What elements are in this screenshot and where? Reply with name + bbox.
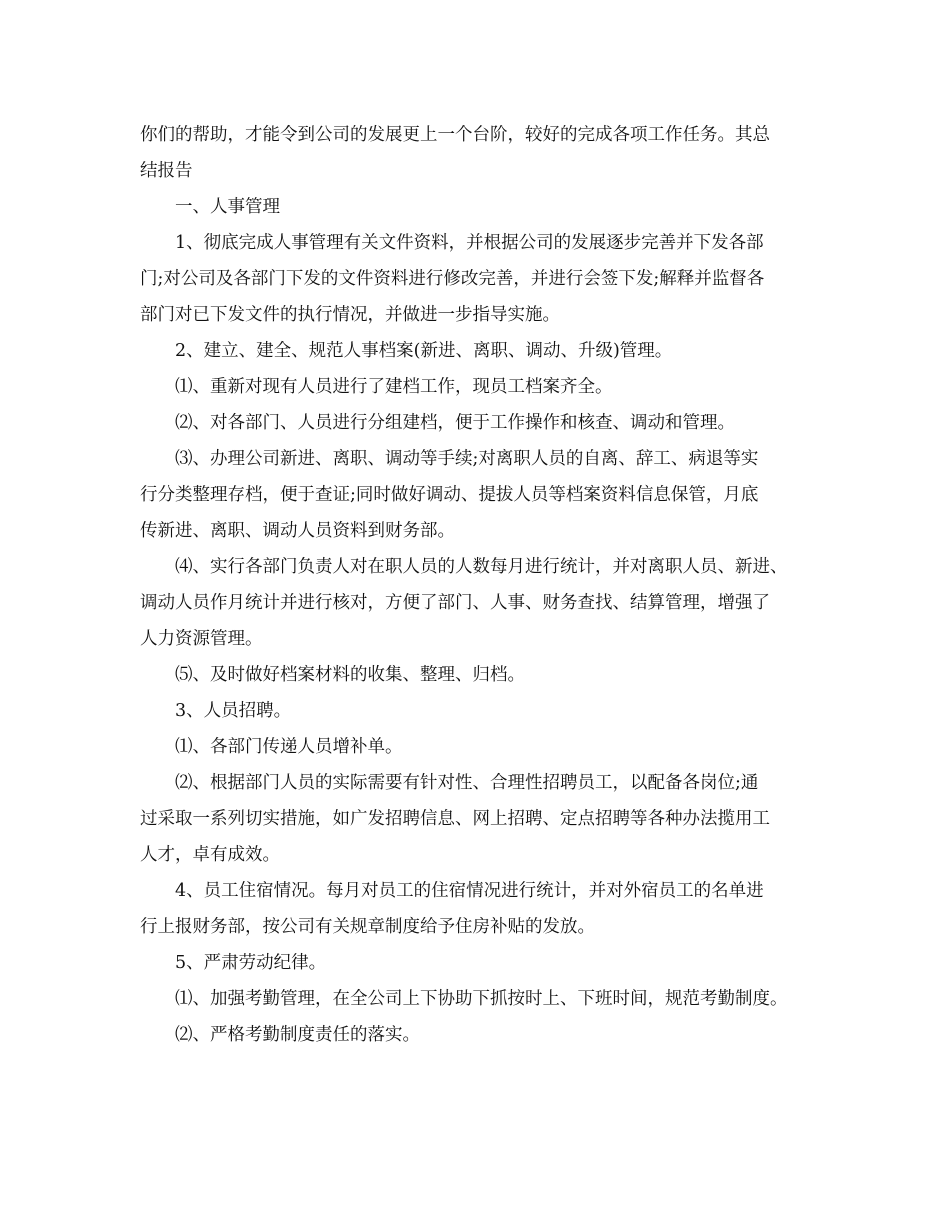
paragraph-p-1 <box>140 225 840 333</box>
paragraph-p-5-1 <box>140 981 840 1017</box>
paragraph-p-5 <box>140 945 840 981</box>
paragraph-p-3-1 <box>140 729 840 765</box>
paragraph-p-2 <box>140 333 840 369</box>
paragraph-p-sec1 <box>140 189 840 225</box>
text-line: 1、彻底完成人事管理有关文件资料，并根据公司的发展逐步完善并下发各部 <box>175 233 764 253</box>
paragraph-p-3 <box>140 693 840 729</box>
text-line: 部门对已下发文件的执行情况，并做进一步指导实施。 <box>140 305 560 325</box>
text-line: ⑵、对各部门、人员进行分组建档，便于工作操作和核查、调动和管理。 <box>175 413 735 433</box>
text-line: 5、严肃劳动纪律。 <box>175 953 327 973</box>
text-line: 结报告 <box>140 161 193 181</box>
paragraph-p-intro <box>140 117 840 189</box>
text-line: 传新进、离职、调动人员资料到财务部。 <box>140 521 455 541</box>
text-line: 门;对公司及各部门下发的文件资料进行修改完善，并进行会签下发;解释并监督各 <box>140 269 765 289</box>
paragraph-p-2-3 <box>140 441 840 549</box>
text-line: 2、建立、建全、规范人事档案(新进、离职、调动、升级)管理。 <box>175 341 673 361</box>
text-line: 3、人员招聘。 <box>175 701 292 721</box>
text-line: ⑸、及时做好档案材料的收集、整理、归档。 <box>175 665 525 685</box>
text-line: ⑴、重新对现有人员进行了建档工作，现员工档案齐全。 <box>175 377 613 397</box>
text-line: 人力资源管理。 <box>140 629 263 649</box>
text-line: ⑵、根据部门人员的实际需要有针对性、合理性招聘员工，以配备各岗位;通 <box>175 773 759 793</box>
text-line: ⑷、实行各部门负责人对在职人员的人数每月进行统计，并对离职人员、新进、 <box>175 557 788 577</box>
paragraph-p-2-1 <box>140 369 840 405</box>
text-line: 行分类整理存档，便于查证;同时做好调动、提拔人员等档案资料信息保管，月底 <box>140 485 759 505</box>
text-line: ⑶、办理公司新进、离职、调动等手续;对离职人员的自离、辞工、病退等实 <box>175 449 759 469</box>
document-body <box>140 117 840 1053</box>
text-line: 过采取一系列切实措施，如广发招聘信息、网上招聘、定点招聘等各种办法揽用工 <box>140 809 770 829</box>
paragraph-p-3-2 <box>140 765 840 873</box>
paragraph-p-2-5 <box>140 657 840 693</box>
text-line: 4、员工住宿情况。每月对员工的住宿情况进行统计，并对外宿员工的名单进 <box>175 881 764 901</box>
text-line: 一、人事管理 <box>175 197 280 217</box>
paragraph-p-4 <box>140 873 840 945</box>
text-line: ⑵、严格考勤制度责任的落实。 <box>175 1025 420 1045</box>
text-line: 行上报财务部，按公司有关规章制度给予住房补贴的发放。 <box>140 917 595 937</box>
text-line: ⑴、加强考勤管理，在全公司上下协助下抓按时上、下班时间，规范考勤制度。 <box>175 989 788 1009</box>
text-line: ⑴、各部门传递人员增补单。 <box>175 737 403 757</box>
text-line: 人才，卓有成效。 <box>140 845 280 865</box>
text-line: 调动人员作月统计并进行核对，方便了部门、人事、财务查找、结算管理，增强了 <box>140 593 770 613</box>
paragraph-p-2-2 <box>140 405 840 441</box>
text-line: 你们的帮助，才能令到公司的发展更上一个台阶，较好的完成各项工作任务。其总 <box>140 125 770 145</box>
paragraph-p-2-4 <box>140 549 840 657</box>
paragraph-p-5-2 <box>140 1017 840 1053</box>
